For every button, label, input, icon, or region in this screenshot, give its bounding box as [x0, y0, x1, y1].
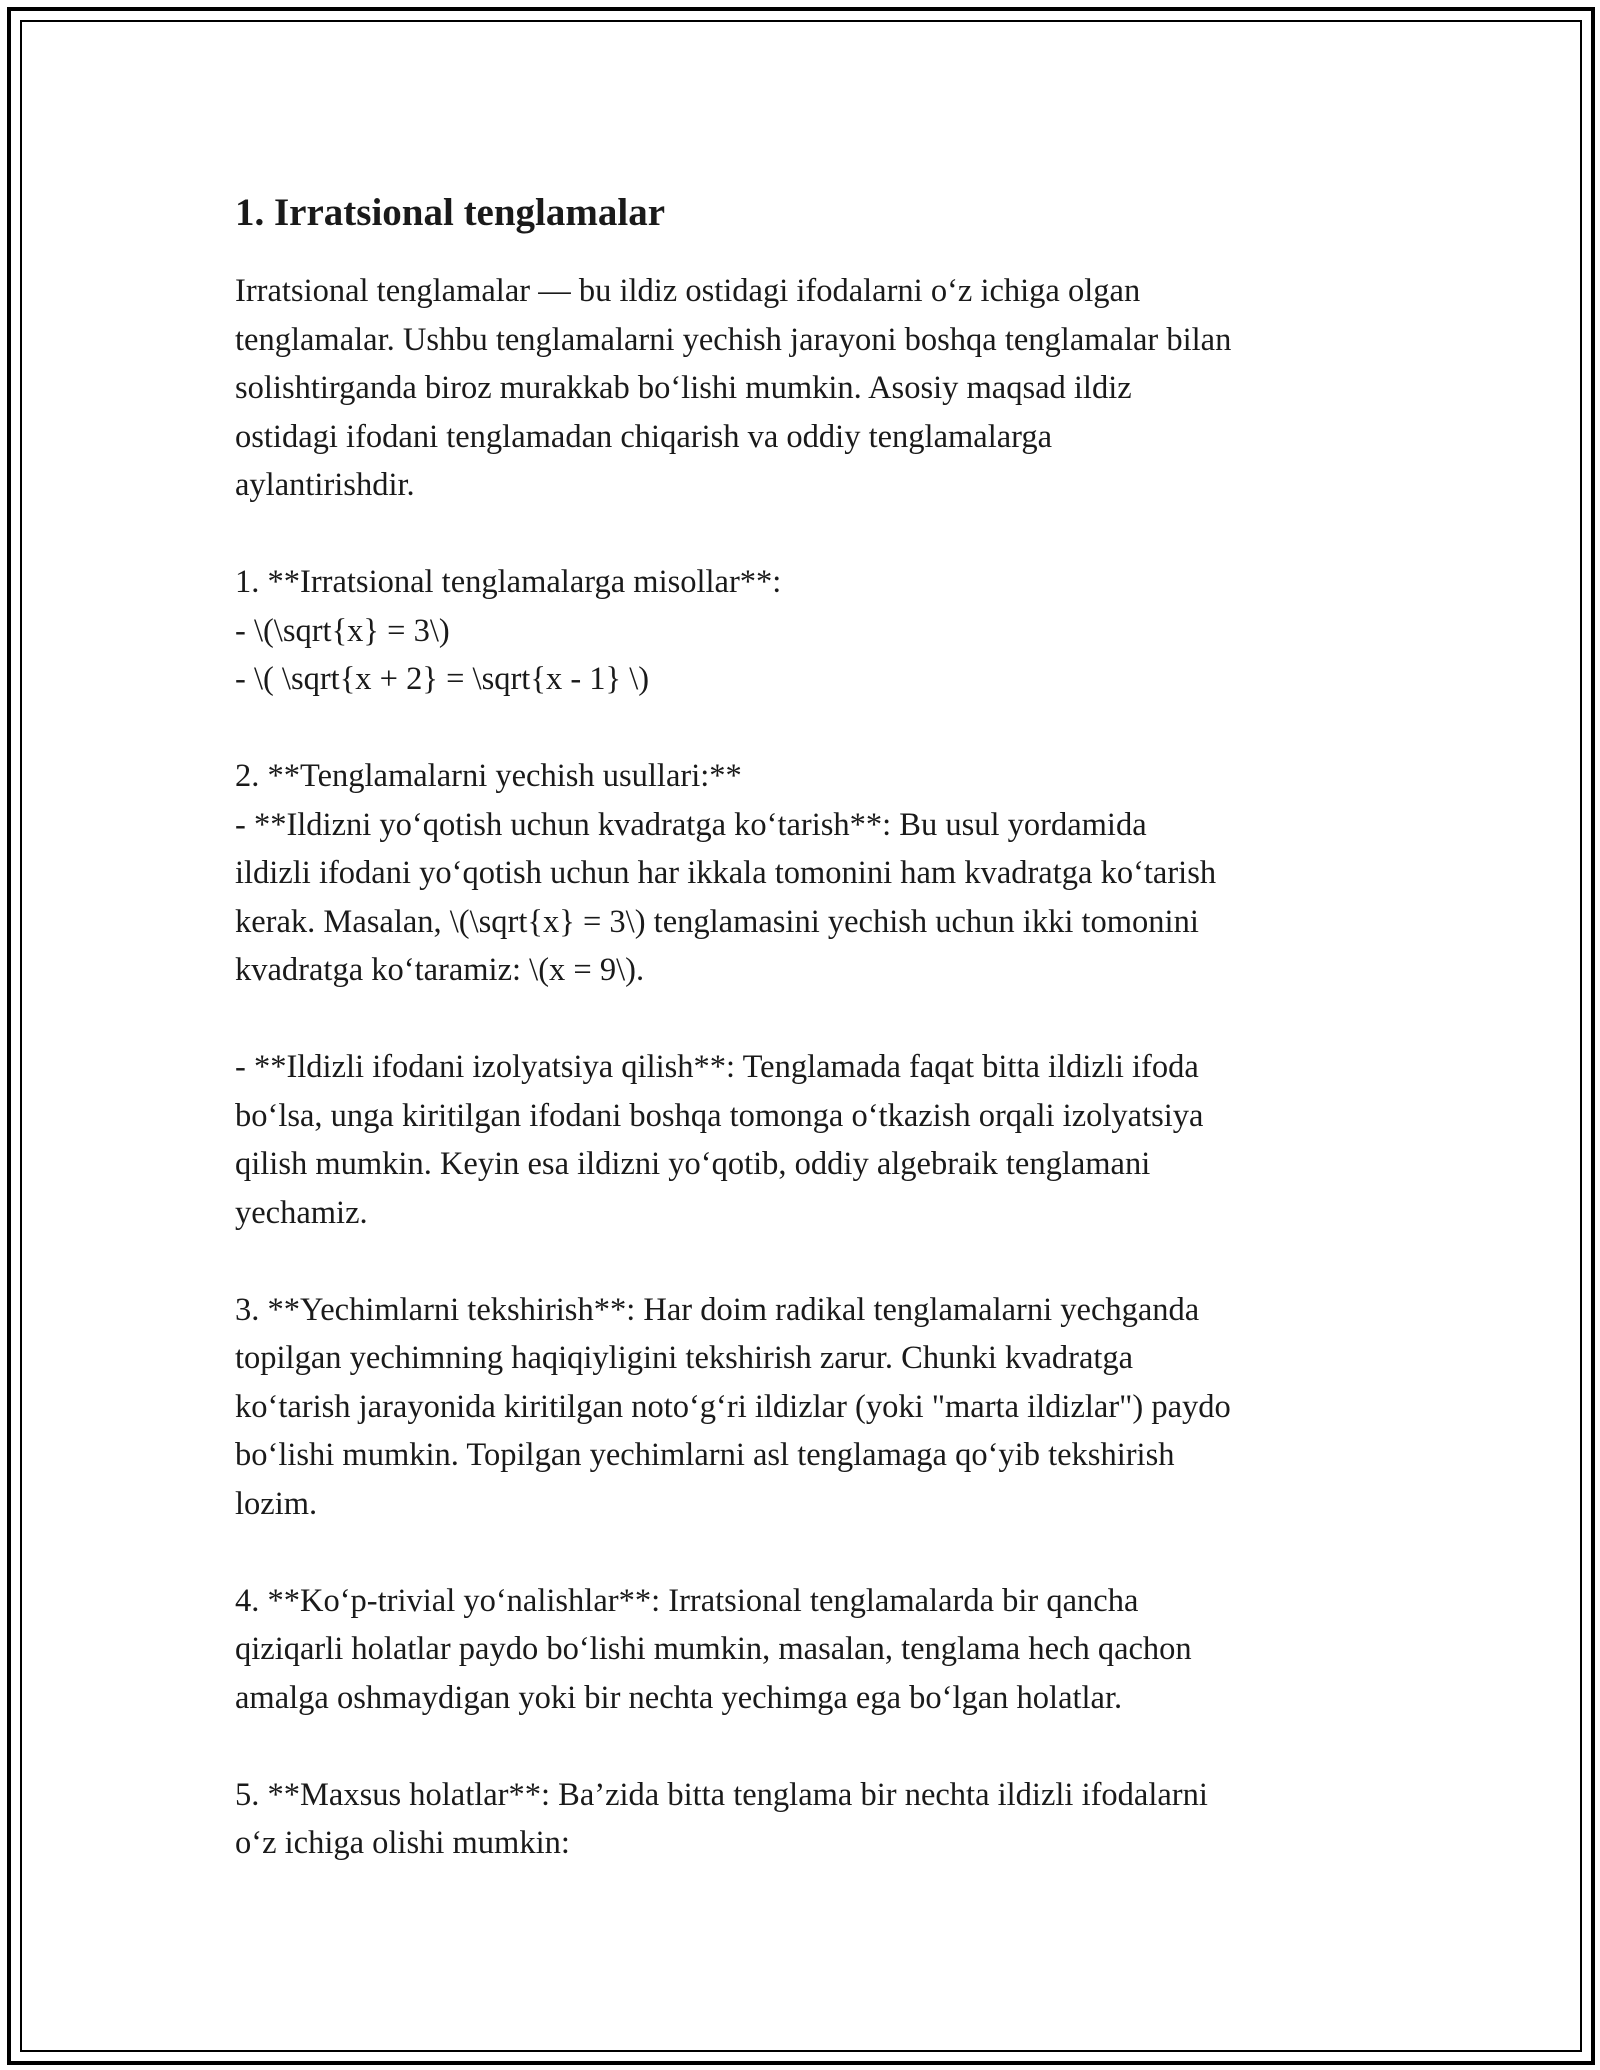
section-examples: 1. **Irratsional tenglamalarga misollar**: - \(\sqrt{x} = 3\) - \( \sqrt{x + 2} = \sqrt{x - 1} \)	[235, 564, 782, 697]
section-solving-methods: 2. **Tenglamalarni yechish usullari:** - **Ildizni yo‘qotish uchun kvadratga ko‘tarish**: Bu usul yordamida ildizli ifodani yo‘qotish uchun har ikkala tomonini ham kvadratga ko‘tarish kerak. Masalan, \(\sqrt{x} = 3\) tenglamasini yechish uchun ikki tomonini kvadratga ko‘taramiz: \(x = 9\).	[235, 758, 1217, 988]
section-isolation-method: - **Ildizli ifodani izolyatsiya qilish**: Tenglamada faqat bitta ildizli ifoda bo‘lsa, unga kiritilgan ifodani boshqa tomonga o‘tkazish orqali izolyatsiya qilish mumkin. Keyin esa ildizni yo‘qotib, oddiy algebraik tenglamani yechamiz.	[235, 1049, 1204, 1231]
intro-paragraph: Irratsional tenglamalar — bu ildiz ostidagi ifodalarni o‘z ichiga olgan tenglamalar. Ushbu tenglamalarni yechish jarayoni boshqa tenglamalar bilan solishtirganda biroz murakkab bo‘lishi mumkin. Asosiy maqsad ildiz ostidagi ifodani tenglamadan chiqarish va oddiy tenglamalarga aylantirishdir.	[235, 273, 1232, 503]
section-checking-solutions: 3. **Yechimlarni tekshirish**: Har doim radikal tenglamalarni yechganda topilgan yechimning haqiqiyligini tekshirish zarur. Chunki kvadratga ko‘tarish jarayonida kiritilgan noto‘g‘ri ildizlar (yoki "marta ildizlar") paydo bo‘lishi mumkin. Topilgan yechimlarni asl tenglamaga qo‘yib tekshirish lozim.	[235, 1291, 1231, 1522]
spacer	[235, 1237, 1385, 1286]
spacer	[235, 704, 1385, 753]
document-body	[235, 185, 1385, 1868]
section-nontrivial-directions: 4. **Ko‘p-trivial yo‘nalishlar**: Irratsional tenglamalarda bir qancha qiziqarli holatlar paydo bo‘lishi mumkin, masalan, tenglama hech qachon amalga oshmaydigan yoki bir nechta yechimga ega bo‘lgan holatlar.	[235, 1582, 1192, 1716]
spacer	[235, 995, 1385, 1044]
spacer	[235, 1528, 1385, 1577]
spacer	[235, 510, 1385, 559]
document-title: 1. Irratsional tenglamalar	[235, 191, 666, 234]
spacer	[235, 1722, 1385, 1771]
section-special-cases: 5. **Maxsus holatlar**: Ba’zida bitta tenglama bir nechta ildizli ifodalarni o‘z ichiga olishi mumkin:	[235, 1776, 1208, 1861]
